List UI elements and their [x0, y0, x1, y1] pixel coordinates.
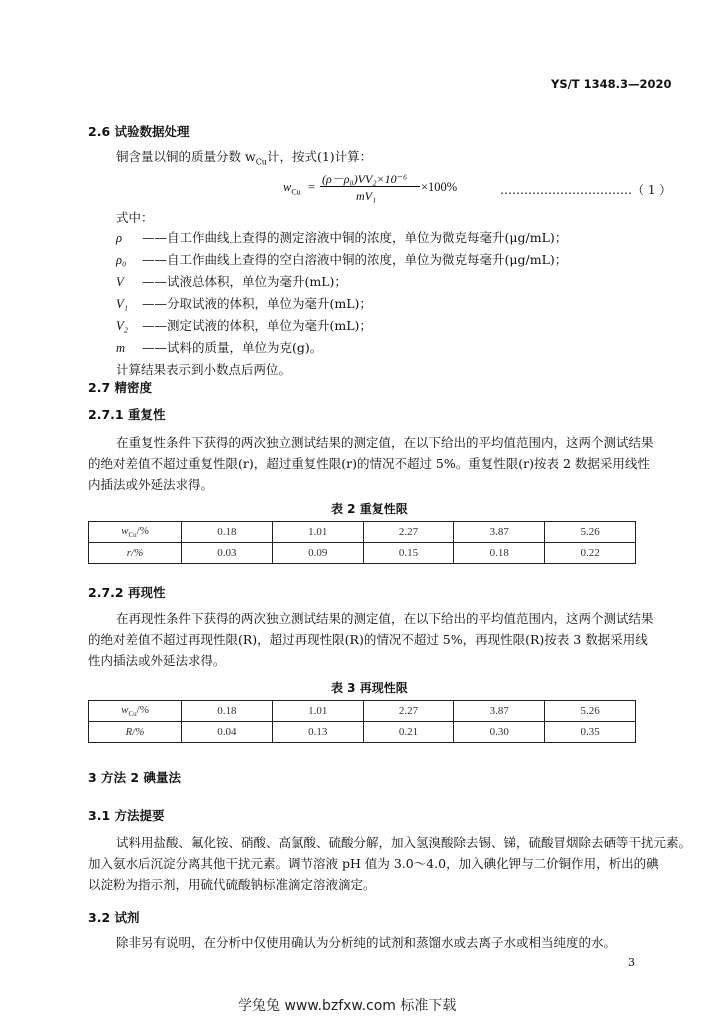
formula-intro-text: 铜含量以铜的质量分数 w — [116, 149, 256, 164]
table-cell: 0.35 — [545, 722, 636, 743]
header-unit: /% — [136, 703, 149, 716]
row-header: r/% — [89, 543, 182, 564]
table-cell: 5.26 — [545, 522, 636, 543]
variable-desc: ——分取试液的体积，单位为毫升(mL)； — [142, 296, 372, 311]
row-header: R/% — [89, 722, 182, 743]
formula-denominator: mV₁ — [356, 189, 377, 203]
paragraph-line: 以淀粉为指示剂，用硫代硫酸钠标准滴定溶液滴定。 — [88, 877, 376, 892]
formula-equals: = — [308, 180, 316, 194]
row-header — [89, 701, 182, 722]
variable-desc: ——试料的质量，单位为克(g)。 — [142, 340, 323, 355]
formula-intro-end: 计，按式(1)计算： — [266, 149, 373, 164]
table-cell: 3.87 — [454, 701, 545, 722]
table-cell: 0.13 — [272, 722, 363, 743]
table-cell: 2.27 — [363, 701, 454, 722]
variable-symbol: V₂ — [116, 319, 128, 333]
formula-lhs-sub: Cu — [291, 187, 301, 197]
table-cell: 1.01 — [272, 701, 363, 722]
reagents-paragraph: 除非另有说明，在分析中仅使用确认为分析纯的试剂和蒸馏水或去离子水或相当纯度的水。 — [116, 935, 617, 950]
paragraph-line: 的绝对差值不超过再现性限(R)，超过再现性限(R)的情况不超过 5%，再现性限(R)按表 3 数据采用线 — [88, 632, 648, 647]
section-heading-2-7: 2.7 精密度 — [88, 380, 152, 395]
variable-desc: ——自工作曲线上查得的空白溶液中铜的浓度，单位为微克每毫升(μg/mL)； — [142, 252, 568, 267]
result-note: 计算结果表示到小数点后两位。 — [116, 362, 292, 377]
header-symbol: w — [121, 703, 129, 716]
section-heading-3: 3 方法 2 碘量法 — [88, 770, 181, 785]
variable-symbol: ρ₀ — [116, 253, 127, 267]
section-heading-2-6: 2.6 试验数据处理 — [88, 124, 190, 139]
table-cell: 2.27 — [363, 522, 454, 543]
paragraph-line: 在再现性条件下获得的两次独立测试结果的测定值，在以下给出的平均值范围内，这两个测试结果 — [116, 611, 654, 626]
table-2-repeatability — [88, 521, 636, 564]
paragraph-line: 加入氨水后沉淀分离其他干扰元素。调节溶液 pH 值为 3.0～4.0，加入碘化钾与二价铜作用，析出的碘 — [88, 856, 659, 871]
variable-item — [116, 227, 567, 249]
table-cell: 0.22 — [545, 543, 636, 564]
paragraph-line: 性内插法或外延法求得。 — [88, 653, 226, 668]
where-label: 式中： — [116, 210, 154, 225]
table-2-caption: 表 2 重复性限 — [331, 502, 408, 516]
paragraph-line: 在重复性条件下获得的两次独立测试结果的测定值，在以下给出的平均值范围内，这两个测试结果 — [116, 435, 654, 450]
formula-fraction-bar — [320, 186, 420, 187]
variable-symbol: V — [116, 275, 124, 289]
paragraph-line: 试料用盐酸、氟化铵、硝酸、高氯酸、硫酸分解，加入氢溴酸除去锡、锑，硫酸冒烟除去硒等干扰元素。 — [116, 835, 692, 850]
table-cell: 0.21 — [363, 722, 454, 743]
formula-tail: ×100% — [421, 180, 458, 194]
variable-list — [116, 227, 567, 380]
formula-lhs-symbol: w — [283, 180, 292, 194]
reproducibility-paragraph — [88, 608, 668, 671]
method-summary-paragraph — [88, 832, 692, 895]
variable-desc: ——测定试液的体积，单位为毫升(mL)； — [142, 318, 372, 333]
header-symbol: w — [121, 524, 129, 537]
paragraph-line: 内插法或外延法求得。 — [88, 477, 214, 492]
variable-symbol: m — [116, 341, 126, 355]
table-cell: 0.18 — [182, 522, 273, 543]
table-cell: 0.03 — [182, 543, 273, 564]
variable-item — [116, 271, 567, 293]
variable-symbol: ρ — [116, 231, 122, 245]
table-row — [89, 701, 636, 722]
variable-item — [116, 249, 567, 271]
variable-item — [116, 337, 567, 359]
formula-intro-sub: Cu — [255, 157, 267, 167]
table-cell: 0.09 — [272, 543, 363, 564]
header-sub: Cu — [128, 710, 137, 719]
standard-number: YS/T 1348.3—2020 — [551, 77, 672, 91]
formula-lhs — [283, 180, 301, 197]
row-header — [89, 522, 182, 543]
table-3-reproducibility — [88, 700, 636, 743]
table-cell: 0.04 — [182, 722, 273, 743]
header-unit: /% — [136, 524, 149, 537]
section-heading-2-7-1: 2.7.1 重复性 — [88, 407, 166, 422]
section-heading-3-2: 3.2 试剂 — [88, 910, 140, 925]
formula-intro — [116, 146, 372, 173]
variable-desc: ——试液总体积，单位为毫升(mL)； — [142, 274, 347, 289]
page-number: 3 — [628, 956, 635, 969]
variable-item — [116, 315, 567, 337]
header-sub: Cu — [128, 531, 137, 540]
formula-number: ……………………………（ 1 ） — [500, 183, 672, 197]
table-row — [89, 522, 636, 543]
table-cell: 0.15 — [363, 543, 454, 564]
variable-item — [116, 293, 567, 315]
table-cell: 1.01 — [272, 522, 363, 543]
table-row — [89, 722, 636, 743]
table-cell: 0.18 — [182, 701, 273, 722]
table-cell: 3.87 — [454, 522, 545, 543]
table-cell: 0.18 — [454, 543, 545, 564]
table-cell: 0.30 — [454, 722, 545, 743]
section-heading-2-7-2: 2.7.2 再现性 — [88, 585, 166, 600]
repeatability-paragraph — [88, 432, 668, 495]
table-row — [89, 543, 636, 564]
table-3-caption: 表 3 再现性限 — [331, 681, 408, 695]
section-heading-3-1: 3.1 方法提要 — [88, 808, 165, 823]
table-cell: 5.26 — [545, 701, 636, 722]
formula-numerator: (ρ－ρ₀)VV₂×10⁻⁶ — [322, 172, 408, 186]
variable-symbol: V₁ — [116, 297, 128, 311]
paragraph-line: 的绝对差值不超过重复性限(r)，超过重复性限(r)的情况不超过 5%。重复性限(r)按表 2 数据采用线性 — [88, 456, 650, 471]
footer-watermark: 学兔兔 www.bzfxw.com 标准下载 — [238, 998, 457, 1014]
variable-desc: ——自工作曲线上查得的测定溶液中铜的浓度，单位为微克每毫升(μg/mL)； — [142, 230, 568, 245]
